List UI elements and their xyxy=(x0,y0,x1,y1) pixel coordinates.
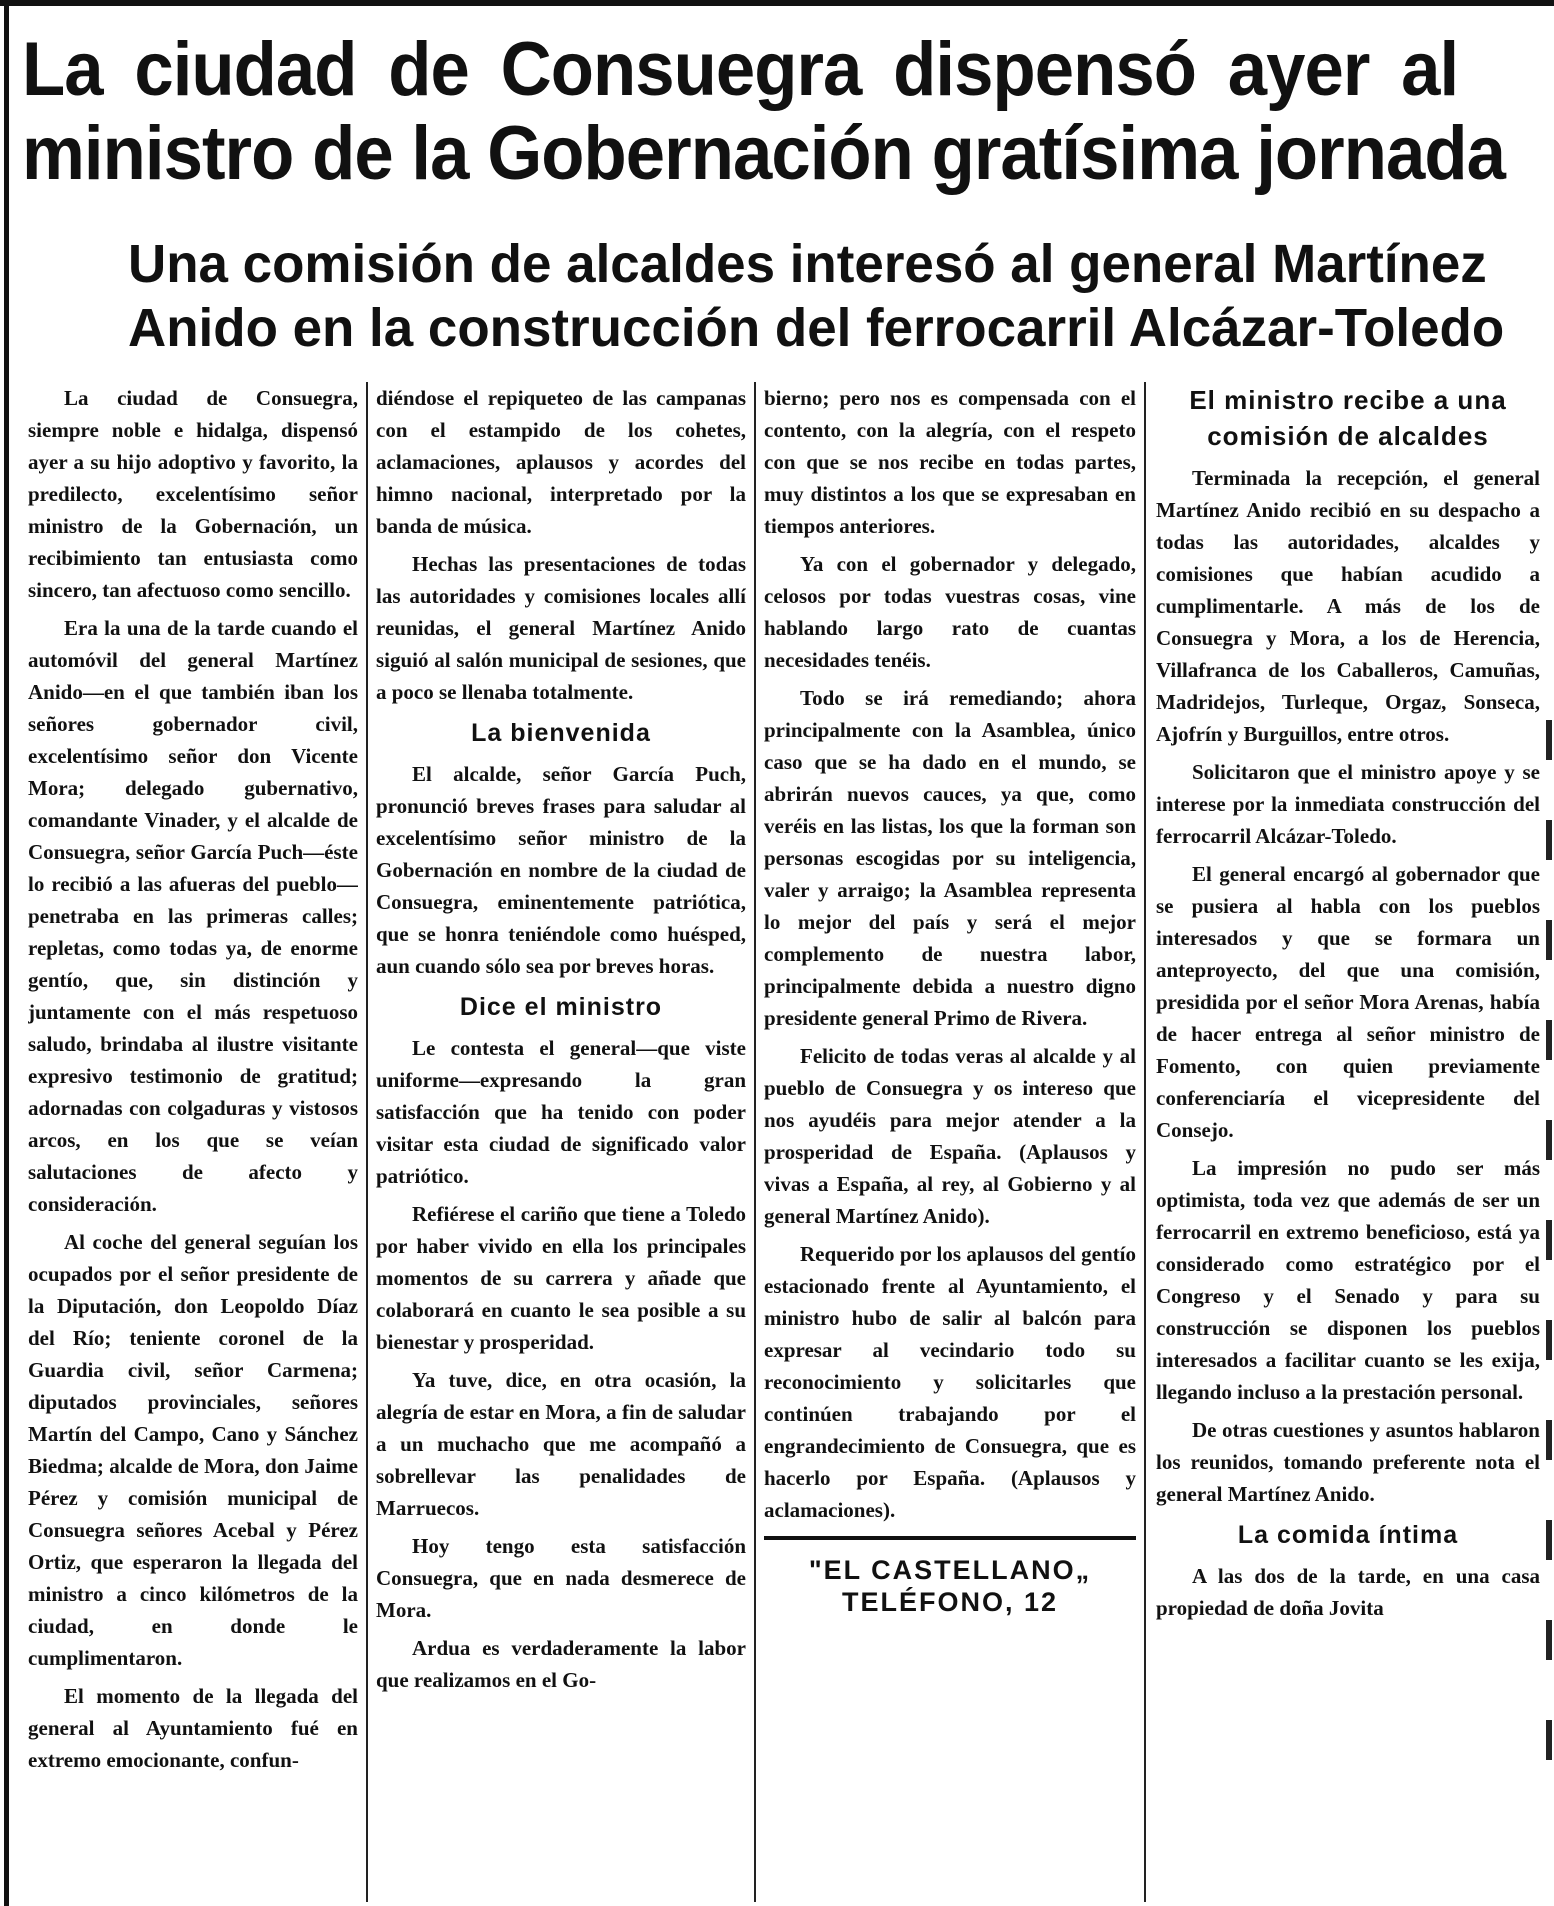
column-divider xyxy=(754,382,756,1902)
paragraph: Requerido por los aplausos del gentío estacionado frente al Ayuntamiento, el ministro hubo de salir al balcón para expresar al vecindario todo su reconocimiento y solicitarles que continúen trabajando por el engrandecimiento de Consuegra, que es hacerlo por España. (Aplausos y aclamaciones). xyxy=(764,1242,1136,1522)
headline-line-1: La ciudad de Consuegra dispensó ayer al xyxy=(22,27,1459,112)
paragraph: Solicitaron que el ministro apoye y se interese por la inmediata construcción del ferrocarril Alcázar-Toledo. xyxy=(1156,760,1540,848)
edge-mark xyxy=(1546,1020,1552,1060)
paragraph: De otras cuestiones y asuntos hablaron los reunidos, tomando preferente nota el general Martínez Anido. xyxy=(1156,1418,1540,1506)
edge-mark xyxy=(1546,1220,1552,1260)
column-4 xyxy=(1156,382,1540,1902)
edge-mark xyxy=(1546,1120,1552,1160)
paragraph: diéndose el repiqueteo de las campanas con el estampido de los cohetes, aclamaciones, aplausos y acordes del himno nacional, interpretado por la banda de música. xyxy=(376,386,746,538)
newspaper-name: "EL CASTELLANO„ xyxy=(808,1555,1092,1585)
column-divider xyxy=(1144,382,1146,1902)
edge-mark xyxy=(1546,1520,1552,1560)
article-columns xyxy=(14,382,1544,1902)
paragraph: Terminada la recepción, el general Martínez Anido recibió en su despacho a todas las autoridades, alcaldes y comisiones que habían acudido a cumplimentarle. A más de los de Consuegra y Mora, a los de Herencia, Villafranca de los Caballeros, Camuñas, Madridejos, Turleque, Orgaz, Sonseca, Ajofrín y Burguillos, entre otros. xyxy=(1156,466,1540,746)
edge-mark xyxy=(1546,720,1552,760)
section-heading-bienvenida: La bienvenida xyxy=(471,719,651,747)
paragraph: La ciudad de Consuegra, siempre noble e hidalga, dispensó ayer a su hijo adoptivo y favorito, la predilecto, excelentísimo señor ministro de la Gobernación, un recibimiento tan entusiasta como sincero, tan afectuoso como sencillo. xyxy=(28,386,358,602)
headline-line-2: ministro de la Gobernación gratísima jornada xyxy=(22,111,1505,196)
paragraph: Le contesta el general—que viste uniforme—expresando la gran satisfacción que ha tenido con poder visitar esta ciudad de significado valor patriótico. xyxy=(376,1036,746,1188)
left-border-rule xyxy=(4,0,9,1906)
paragraph: Al coche del general seguían los ocupados por el señor presidente de la Diputación, don Leopoldo Díaz del Río; teniente coronel de la Guardia civil, señor Carmena; diputados provinciales, señores Martín del Campo, Cano y Sánchez Biedma; alcalde de Mora, don Jaime Pérez y comisión municipal de Consuegra señores Acebal y Pérez Ortiz, que esperaron la llegada del ministro a cinco kilómetros de la ciudad, en donde le cumplimentaron. xyxy=(28,1230,358,1670)
top-border-rule xyxy=(0,0,1554,6)
newspaper-phone: TELÉFONO, 12 xyxy=(841,1587,1059,1617)
paragraph: El alcalde, señor García Puch, pronunció breves frases para saludar al excelentísimo señor ministro de la Gobernación en nombre de la ciudad de Consuegra, eminentemente patriótica, que se honra teniéndole como huésped, aun cuando sólo sea por breves horas. xyxy=(376,762,746,978)
column-3 xyxy=(764,382,1136,1902)
column-2 xyxy=(376,382,746,1902)
paragraph: A las dos de la tarde, en una casa propiedad de doña Jovita xyxy=(1156,1564,1540,1620)
edge-mark xyxy=(1546,1320,1552,1360)
paragraph: Todo se irá remediando; ahora principalmente con la Asamblea, único caso que se ha dado en el mundo, se abrirán nuevos cauces, ya que, como veréis en las listas, los que la forman son personas escogidas por su inteligencia, valer y arraigo; la Asamblea representa lo mejor del país y será el mejor complemento de nuestra labor, principalmente debida a nuestro digno presidente general Primo de Rivera. xyxy=(764,686,1136,1030)
footer-rule xyxy=(764,1536,1136,1540)
paragraph: El general encargó al gobernador que se pusiera al habla con los pueblos interesados y que se formara un anteproyecto, del que una comisión, presidida por el señor Mora Arenas, había de hacer entrega al señor ministro de Fomento, con quien previamente conferenciaría el vicepresidente del Consejo. xyxy=(1156,862,1540,1142)
paragraph: bierno; pero nos es compensada con el contento, con la alegría, con el respeto con que se nos recibe en todas partes, muy distintos a los que se expresaban en tiempos anteriores. xyxy=(764,386,1136,538)
paragraph: Ardua es verdaderamente la labor que realizamos en el Go- xyxy=(376,1636,746,1692)
edge-mark xyxy=(1546,1620,1552,1660)
headline xyxy=(22,27,1505,196)
paragraph: El momento de la llegada del general al Ayuntamiento fué en extremo emocionante, confun- xyxy=(28,1684,358,1772)
section-heading-dice-el-ministro: Dice el ministro xyxy=(459,993,663,1021)
paragraph: Refiérese el cariño que tiene a Toledo por haber vivido en ella los principales momentos de su carrera y añade que colaborará en cuanto le sea posible a su bienestar y prosperidad. xyxy=(376,1202,746,1354)
adjacent-page-edge xyxy=(1544,720,1554,1860)
subheadline-line-2: Anido en la construcción del ferrocarril Alcázar-Toledo xyxy=(128,298,1505,358)
paragraph: Era la una de la tarde cuando el automóvil del general Martínez Anido—en el que también iban los señores gobernador civil, excelentísimo señor don Vicente Mora; delegado gubernativo, comandante Vinader, y el alcalde de Consuegra, señor García Puch—éste lo recibió a las afueras del pueblo—penetraba en las primeras calles; repletas, como todas ya, de enorme gentío, que, sin distinción y juntamente con el más respetuoso saludo, brindaba al ilustre visitante expresivo testimonio de gratitud; adornadas con colgaduras y vistosos arcos, en los que se veían salutaciones de afecto y consideración. xyxy=(28,616,358,1216)
column-divider xyxy=(366,382,368,1902)
paragraph: Hechas las presentaciones de todas las autoridades y comisiones locales allí reunidas, el general Martínez Anido siguió al salón municipal de sesiones, que a poco se llenaba totalmente. xyxy=(376,552,746,704)
edge-mark xyxy=(1546,820,1552,860)
column-1 xyxy=(28,382,358,1902)
paragraph: Ya tuve, dice, en otra ocasión, la alegría de estar en Mora, a fin de saludar a un muchacho que me acompañó a sobrellevar las penalidades de Marruecos. xyxy=(376,1368,746,1520)
edge-mark xyxy=(1546,1420,1552,1460)
paragraph: Ya con el gobernador y delegado, celosos por todas vuestras cosas, vine hablando largo rato de cuantas necesidades tenéis. xyxy=(764,552,1136,672)
section-heading-comision-alcaldes: El ministro recibe a una comisión de alcaldes xyxy=(1189,385,1507,451)
subheadline xyxy=(128,232,1505,360)
newspaper-phone-box xyxy=(764,1554,1136,1618)
paragraph: Hoy tengo esta satisfacción Consuegra, que en nada desmerece de Mora. xyxy=(376,1534,746,1622)
subheadline-line-1: Una comisión de alcaldes interesó al general Martínez xyxy=(128,234,1487,294)
edge-mark xyxy=(1546,1720,1552,1760)
edge-mark xyxy=(1546,920,1552,960)
paragraph: Felicito de todas veras al alcalde y al pueblo de Consuegra y os intereso que nos ayudéis para mejor atender a la prosperidad de España. (Aplausos y vivas a España, al rey, al Gobierno y al general Martínez Anido). xyxy=(764,1044,1136,1228)
section-heading-comida-intima: La comida íntima xyxy=(1237,1521,1459,1549)
paragraph: La impresión no pudo ser más optimista, toda vez que además de ser un ferrocarril en extremo beneficioso, está ya considerado como estratégico por el Congreso y el Senado y para su construcción se disponen los pueblos interesados a facilitar cuanto se les exija, llegando incluso a la prestación personal. xyxy=(1156,1156,1540,1404)
